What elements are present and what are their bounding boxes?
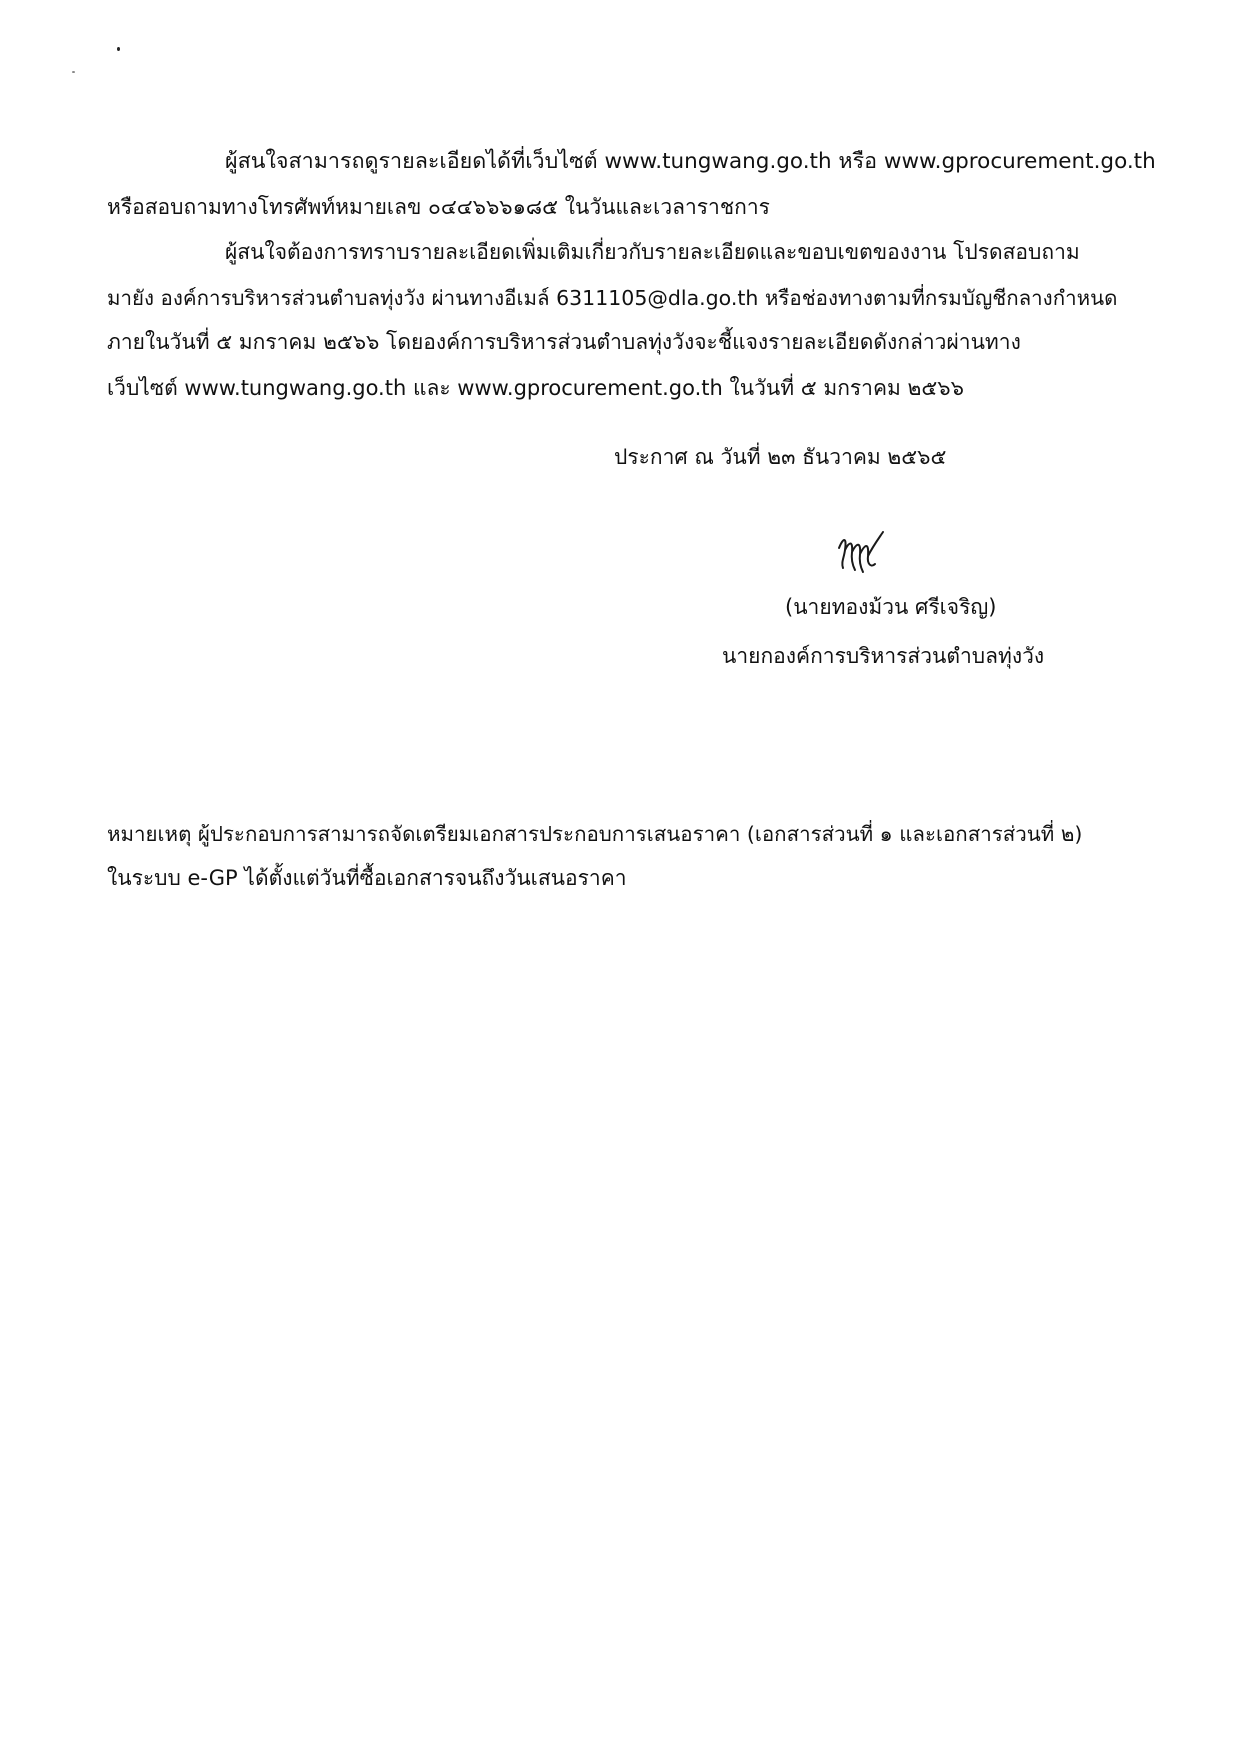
signer-name: (นายทองม้วน ศรีเจริญ) [785,595,997,619]
scan-speck [117,47,120,51]
signer-title: นายกองค์การบริหารส่วนตำบลทุ่งวัง [722,644,1045,668]
note-line2: ในระบบ e-GP ได้ตั้งแต่วันที่ซื้อเอกสารจนถึงวันเสนอราคา [107,866,627,890]
paragraph2-line2: มายัง องค์การบริหารส่วนตำบลทุ่งวัง ผ่านทางอีเมล์ 6311105@dla.go.th หรือช่องทางตามที่กรมบัญชีกลางกำหนด [107,286,1118,310]
note-line1: หมายเหตุ ผู้ประกอบการสามารถจัดเตรียมเอกสารประกอบการเสนอราคา (เอกสารส่วนที่ ๑ และเอกสารส่วนที่ ๒) [107,822,1083,846]
scan-speck [72,71,75,73]
announcement-date: ประกาศ ณ วันที่ ๒๓ ธันวาคม ๒๕๖๕ [614,445,947,469]
paragraph1-line1: ผู้สนใจสามารถดูรายละเอียดได้ที่เว็บไซต์ www.tungwang.go.th หรือ www.gprocurement.go.th [225,149,1156,174]
paragraph2-line3: ภายในวันที่ ๕ มกราคม ๒๕๖๖ โดยองค์การบริหารส่วนตำบลทุ่งวังจะชี้แจงรายละเอียดดังกล่าวผ่านทาง [107,330,1021,354]
paragraph1-line2: หรือสอบถามทางโทรศัพท์หมายเลข ๐๔๔๖๖๖๑๘๕ ในวันและเวลาราชการ [107,195,770,219]
signature-icon [835,528,887,576]
paragraph2-line4: เว็บไซต์ www.tungwang.go.th และ www.gprocurement.go.th ในวันที่ ๕ มกราคม ๒๕๖๖ [107,376,964,400]
paragraph2-line1: ผู้สนใจต้องการทราบรายละเอียดเพิ่มเติมเกี่ยวกับรายละเอียดและขอบเขตของงาน โปรดสอบถาม [225,240,1080,264]
